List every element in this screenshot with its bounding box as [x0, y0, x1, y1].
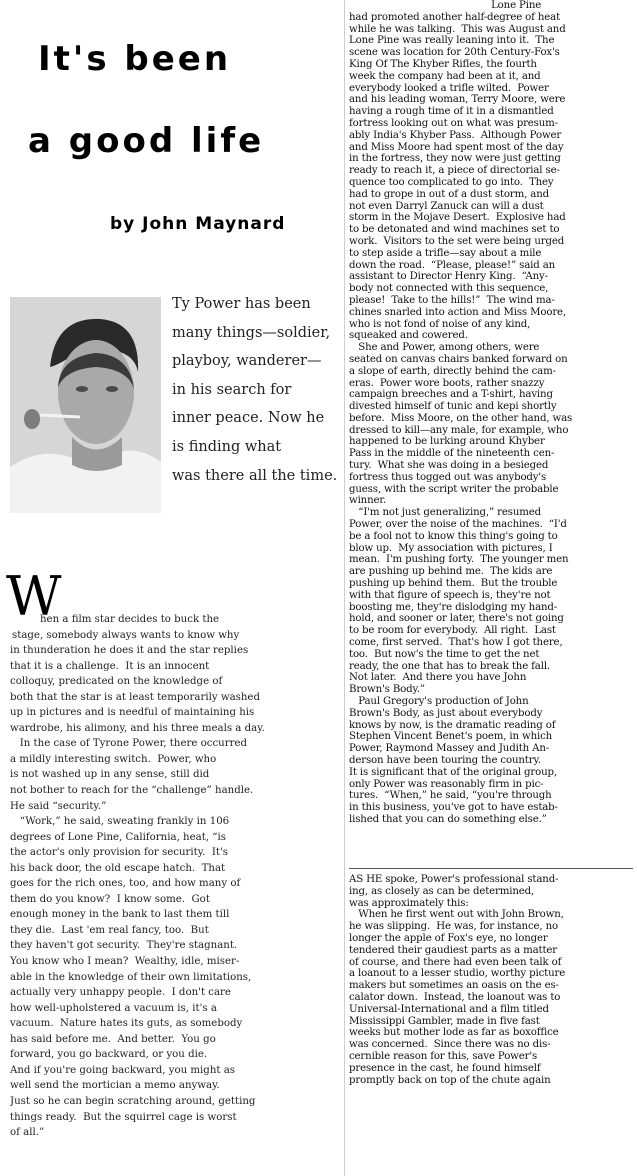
left-column-text: [10, 612, 344, 1141]
text-line: knows by now, is the dramatic reading of: [349, 719, 556, 731]
deck-line: many things—soldier,: [172, 324, 331, 341]
text-line: eras. Power wore boots, rather snazzy: [349, 377, 545, 389]
text-line: seated on canvas chairs banked forward on: [349, 353, 568, 365]
text-line: “I'm not just generalizing,” resumed: [349, 507, 541, 519]
text-line: and Miss Moore had spent most of the day: [349, 141, 564, 153]
text-line: chines snarled into action and Miss Moore,: [349, 306, 567, 318]
text-line: quence too complicated to go into. They: [349, 176, 554, 188]
article-deck: [172, 290, 344, 490]
text-line: that it is a challenge. It is an innocent: [10, 660, 210, 672]
text-line: too. But now's the time to get the net: [349, 648, 540, 660]
text-line: in this business, you've got to have estab-: [349, 802, 558, 814]
text-line: Mississippi Gambler, made in five fast: [349, 1015, 540, 1027]
text-line: promptly back on top of the chute again: [349, 1074, 551, 1086]
portrait-photo: [10, 297, 161, 513]
text-line: had promoted another half-degree of heat: [349, 11, 561, 23]
text-line: Universal-International and a film titled: [349, 1003, 549, 1015]
text-line: only Power was reasonably firm in pic-: [349, 778, 544, 790]
text-line: stage, somebody always wants to know why: [12, 629, 240, 641]
text-line: a mildly interesting switch. Power, who: [10, 753, 217, 765]
text-line: to step aside a trifle—say about a mile: [349, 247, 542, 259]
text-line: has said before me. And better. You go: [10, 1033, 216, 1045]
text-line: It is significant that of the original group,: [349, 766, 558, 778]
right-column-continued: [349, 874, 633, 1086]
text-line: them do you know? I know some. Got: [10, 893, 210, 905]
text-line: Pass in the middle of the nineteenth cen-: [349, 448, 555, 460]
text-line: both that the star is at least temporarily washed: [10, 691, 260, 703]
text-line: forward, you go backward, or you die.: [10, 1049, 208, 1061]
text-line: Brown's Body.”: [349, 684, 425, 696]
text-line: a loanout to a lesser studio, worthy picture: [349, 968, 566, 980]
text-line: ready to reach it, a piece of directorial se-: [349, 165, 560, 177]
text-line: mean. I'm pushing forty. The younger men: [349, 554, 569, 566]
text-line: degrees of Lone Pine, California, heat, “is: [10, 831, 226, 843]
text-line: In the case of Tyrone Power, there occurred: [10, 738, 248, 750]
text-line: having a rough time of it in a dismantled: [349, 106, 554, 118]
text-line: in thunderation he does it and the star replies: [10, 645, 249, 657]
text-line: come, first served. That's how I got there,: [349, 637, 563, 649]
text-line: AS HE spoke, Power's professional stand-: [349, 874, 559, 885]
text-line: storm in the Mojave Desert. Explosive had: [349, 212, 566, 224]
text-line: hen a film star decides to buck the: [40, 614, 220, 625]
text-line: they die. Last 'em real fancy, too. But: [10, 924, 209, 936]
text-line: tendered their gaudiest parts as a matter: [349, 944, 558, 956]
text-line: Power, over the noise of the machines. “I'd: [349, 519, 567, 531]
text-line: She and Power, among others, were: [349, 342, 540, 354]
deck-line: in his search for: [172, 381, 292, 398]
text-line: dressed to kill—any male, for example, who: [349, 424, 569, 436]
text-line: of all.”: [10, 1127, 45, 1139]
text-line: cernible reason for this, save Power's: [349, 1050, 538, 1062]
text-line: weeks but mother lode as far as boxoffice: [349, 1027, 559, 1039]
text-line: happened to be lurking around Khyber: [349, 436, 545, 448]
text-line: with that figure of speech is, they're not: [349, 589, 551, 601]
text-line: was approximately this:: [349, 897, 469, 909]
text-line: campaign breeches and a T-shirt, having: [349, 389, 553, 401]
deck-line: was there all the time.: [172, 467, 338, 484]
text-line: enough money in the bank to last them till: [10, 909, 230, 921]
text-line: and his leading woman, Terry Moore, were: [349, 94, 566, 106]
text-line: who is not fond of noise of any kind,: [349, 318, 531, 330]
text-line: is not washed up in any sense, still did: [10, 769, 210, 781]
text-line: Paul Gregory's production of John: [349, 696, 529, 708]
text-line: in the fortress, they now were just getting: [349, 153, 561, 165]
text-line: be a fool not to know this thing's going to: [349, 530, 558, 542]
text-line: are pushing up behind me. The kids are: [349, 566, 553, 578]
headline-line-2: a good life: [28, 121, 265, 161]
text-line: ready, the one that has to break the fall.: [349, 660, 551, 672]
drop-cap: W: [6, 565, 62, 628]
text-line: He said “security.”: [10, 800, 107, 812]
text-line: boosting me, they're dislodging my hand-: [349, 601, 558, 613]
text-line: before. Miss Moore, on the other hand, was: [349, 412, 573, 424]
text-line: Lone Pine: [349, 0, 542, 11]
text-line: was concerned. Since there was no dis-: [349, 1039, 551, 1051]
portrait-illustration: [10, 297, 161, 513]
text-line: When he first went out with John Brown,: [349, 909, 564, 921]
text-line: not even Darryl Zanuck can will a dust: [349, 200, 544, 212]
text-line: assistant to Director Henry King. “Any-: [349, 271, 548, 283]
text-line: wardrobe, his alimony, and his three meals a day.: [10, 722, 265, 734]
text-line: calator down. Instead, the loanout was to: [349, 991, 561, 1003]
text-line: everybody looked a trifle wilted. Power: [349, 82, 549, 94]
text-line: pushing up behind them. But the trouble: [349, 578, 558, 590]
text-line: divested himself of tunic and kepi shortly: [349, 401, 557, 413]
text-line: up in pictures and is needful of maintaining his: [10, 707, 255, 719]
section-divider: [349, 868, 633, 869]
text-line: derson have been touring the country.: [349, 755, 541, 766]
text-line: well send the mortician a memo anyway.: [10, 1080, 220, 1092]
text-line: how well-upholstered a vacuum is, it's a: [10, 1002, 217, 1014]
text-line: makers but sometimes an oasis on the es-: [349, 980, 559, 992]
text-line: able in the knowledge of their own limitations,: [10, 971, 252, 983]
byline: by John Maynard: [110, 214, 286, 234]
deck-line: inner peace. Now he: [172, 410, 325, 427]
text-line: goes for the rich ones, too, and how many of: [10, 878, 241, 890]
text-line: Stephen Vincent Benet's poem, in which: [349, 731, 553, 743]
text-line: guess, with the script writer the probable: [349, 483, 559, 495]
deck-line: playboy, wanderer—: [172, 353, 322, 370]
text-line: actually very unhappy people. I don't care: [10, 987, 231, 999]
text-line: Just so he can begin scratching around, getting: [10, 1095, 256, 1107]
text-line: to be room for everybody. All right. Last: [349, 625, 556, 637]
text-line: vacuum. Nature hates its guts, as somebody: [10, 1018, 243, 1030]
text-line: And if you're going backward, you might as: [10, 1064, 236, 1076]
text-line: while he was talking. This was August and: [349, 23, 566, 35]
text-line: had to grope in out of a dust storm, and: [349, 188, 549, 200]
text-line: tury. What she was doing in a besieged: [349, 460, 549, 472]
text-line: down the road. “Please, please!” said an: [349, 259, 556, 271]
text-line: he was slipping. He was, for instance, no: [349, 921, 558, 933]
text-line: winner.: [349, 495, 387, 507]
text-line: colloquy, predicated on the knowledge of: [10, 676, 223, 688]
text-line: his back door, the old escape hatch. That: [10, 862, 226, 874]
text-line: a slope of earth, directly behind the cam-: [349, 365, 556, 377]
text-line: Not later. And there you have John: [349, 672, 527, 684]
text-line: not bother to reach for the “challenge” handle.: [10, 785, 254, 797]
text-line: ably India's Khyber Pass. Although Power: [349, 129, 562, 141]
text-line: fortress looking out on what was presum-: [349, 117, 558, 129]
text-line: the actor's only provision for security. It's: [10, 847, 228, 859]
text-line: Power, Raymond Massey and Judith An-: [349, 743, 550, 755]
column-rule: [344, 0, 345, 1176]
text-line: You know who I mean? Wealthy, idle, miser-: [10, 956, 240, 968]
text-line: Brown's Body, as just about everybody: [349, 707, 543, 719]
text-line: ing, as closely as can be determined,: [349, 885, 535, 897]
text-line: King Of The Khyber Rifles, the fourth: [349, 58, 537, 70]
deck-line: is finding what: [172, 438, 282, 455]
right-column-text: [349, 0, 633, 826]
text-line: blow up. My association with pictures, I: [349, 542, 553, 554]
text-line: they haven't got security. They're stagnant.: [10, 940, 238, 952]
text-line: week the company had been at it, and: [349, 70, 541, 82]
text-line: Lone Pine was really leaning into it. The: [349, 35, 555, 47]
text-line: presence in the cast, he found himself: [349, 1062, 541, 1074]
text-line: of course, and there had even been talk of: [349, 956, 562, 968]
headline-line-1: It's been: [38, 39, 232, 79]
text-line: hold, and sooner or later, there's not going: [349, 613, 564, 625]
text-line: “Work,” he said, sweating frankly in 106: [10, 816, 230, 828]
text-line: longer the apple of Fox's eye, no longer: [349, 932, 548, 944]
text-line: tures. “When,” he said, “you're through: [349, 790, 552, 802]
text-line: work. Visitors to the set were being urged: [349, 235, 565, 247]
text-line: fortress thus togged out was anybody's: [349, 471, 547, 483]
text-line: please! Take to the hills!” The wind ma-: [349, 294, 555, 306]
text-line: lished that you can do something else.”: [349, 813, 547, 825]
text-line: scene was location for 20th Century-Fox's: [349, 47, 560, 59]
text-line: things ready. But the squirrel cage is worst: [10, 1111, 237, 1123]
text-line: squeaked and cowered.: [349, 330, 468, 342]
text-line: to be detonated and wind machines set to: [349, 224, 560, 236]
deck-line: Ty Power has been: [172, 296, 311, 312]
text-line: body not connected with this sequence,: [349, 283, 549, 295]
